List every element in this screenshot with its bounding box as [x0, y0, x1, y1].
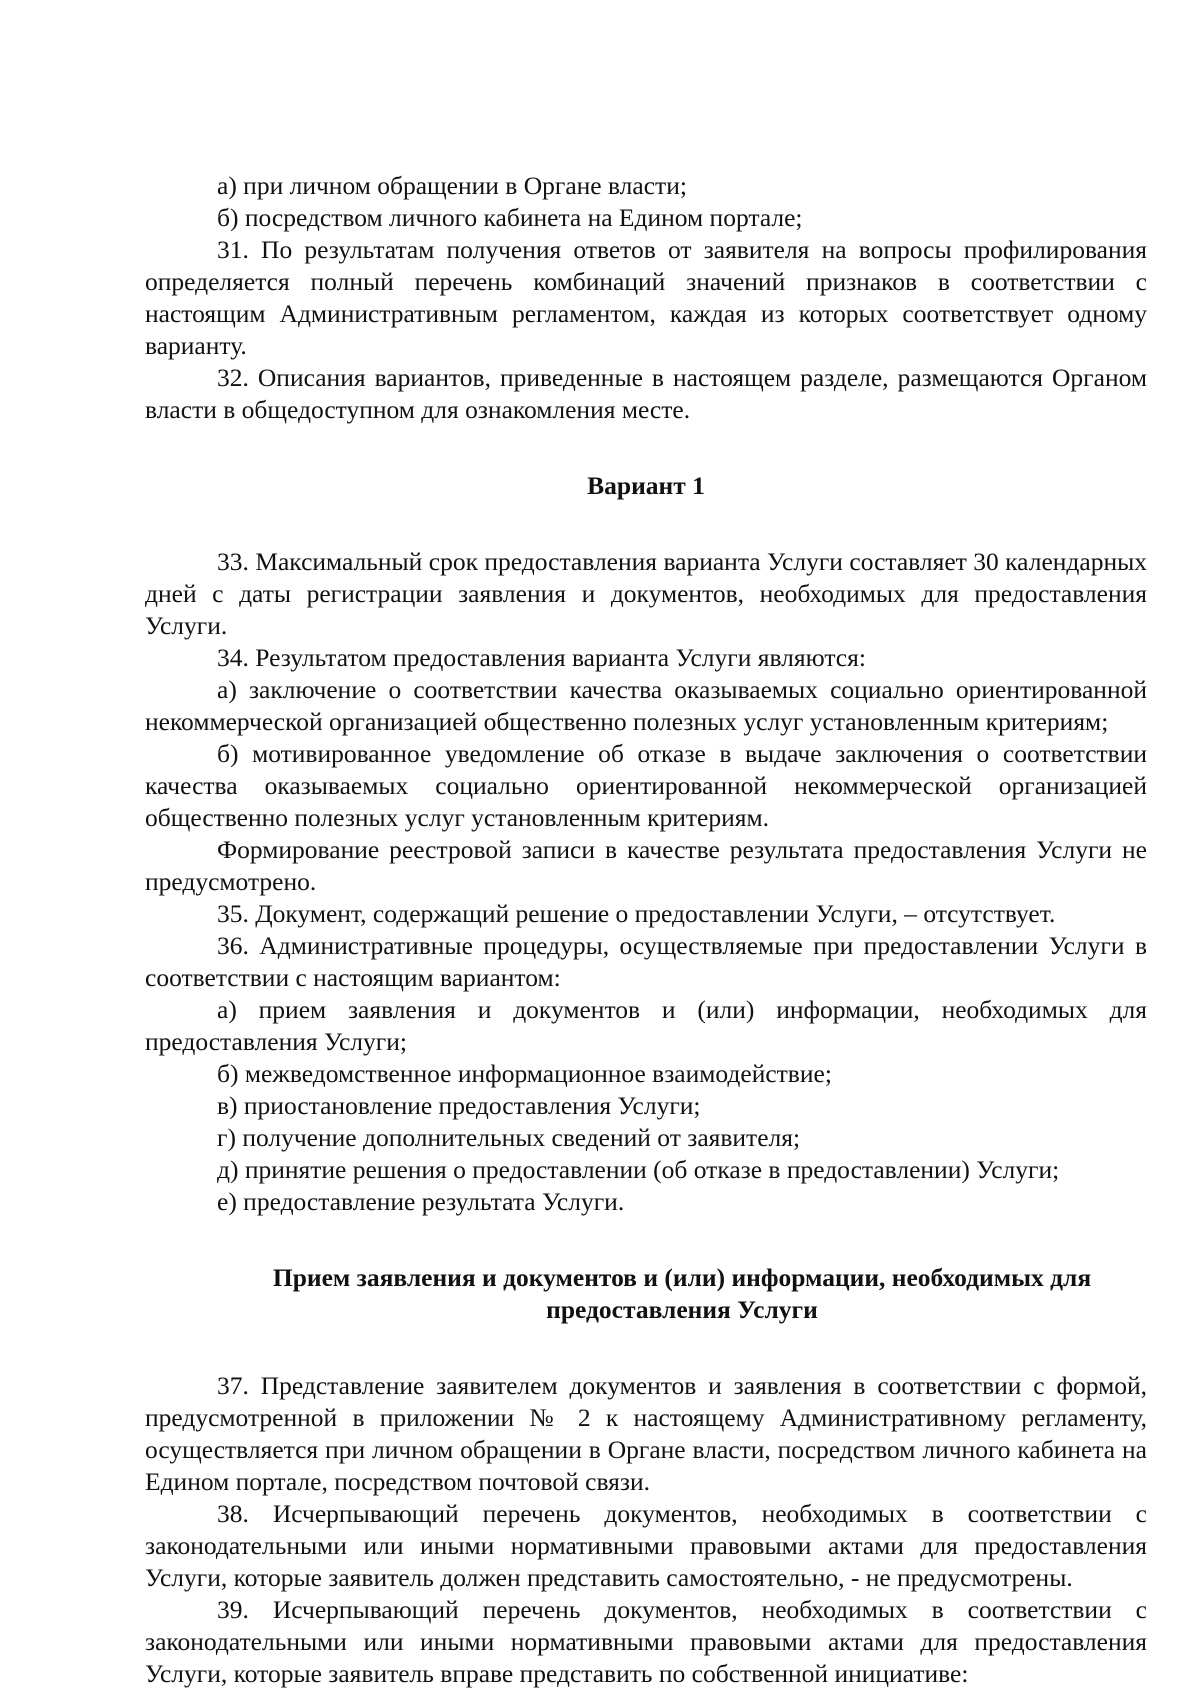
paragraph-35: 35. Документ, содержащий решение о предоставлении Услуги, – отсутствует. — [217, 899, 1056, 928]
paragraph-32: 32. Описания вариантов, приведенные в настоящем разделе, размещаются Органом власти в общедоступном для ознакомления месте. — [145, 363, 1147, 424]
paragraph-36-item-v: в) приостановление предоставления Услуги; — [217, 1091, 701, 1120]
paragraph-34-item-b: б) мотивированное уведомление об отказе в выдаче заключения о соответствии качества оказываемых социально ориентированной некоммерческой организацией общественно полезных услуг установленным критериям. — [145, 739, 1147, 832]
paragraph-36-item-g: г) получение дополнительных сведений от заявителя; — [217, 1123, 801, 1152]
paragraph-33: 33. Максимальный срок предоставления варианта Услуги составляет 30 календарных дней с даты регистрации заявления и документов, необходимых для предоставления Услуги. — [145, 547, 1147, 640]
paragraph-34: 34. Результатом предоставления варианта Услуги являются: — [217, 643, 866, 672]
paragraph-39: 39. Исчерпывающий перечень документов, необходимых в соответствии с законодательными или иными нормативными правовыми актами для предоставления Услуги, которые заявитель вправе представить по собственной инициативе: — [145, 1595, 1147, 1688]
paragraph-34-item-a: а) заключение о соответствии качества оказываемых социально ориентированной некоммерческой организацией общественно полезных услуг установленным критериям; — [145, 675, 1147, 736]
document-page — [145, 170, 1147, 1690]
paragraph-36-item-b: б) межведомственное информационное взаимодействие; — [217, 1059, 832, 1088]
paragraph-item-a-personal: а) при личном обращении в Органе власти; — [217, 171, 687, 200]
paragraph-36: 36. Административные процедуры, осуществляемые при предоставлении Услуги в соответствии с настоящим вариантом: — [145, 931, 1147, 992]
paragraph-36-item-e: е) предоставление результата Услуги. — [217, 1187, 625, 1216]
paragraph-36-item-a: а) прием заявления и документов и (или) информации, необходимых для предоставления Услуги; — [145, 995, 1147, 1056]
paragraph-37: 37. Представление заявителем документов и заявления в соответствии с формой, предусмотренной в приложении № 2 к настоящему Административному регламенту, осуществляется при личном обращении в Органе власти, посредством личного кабинета на Едином портале, посредством почтовой связи. — [145, 1371, 1147, 1496]
paragraph-registry-record: Формирование реестровой записи в качестве результата предоставления Услуги не предусмотрено. — [145, 835, 1147, 896]
section-heading-application-intake: Прием заявления и документов и (или) информации, необходимых для предоставления Услуги — [272, 1263, 1092, 1324]
section-heading-variant-1: Вариант 1 — [587, 471, 705, 500]
paragraph-item-b-cabinet: б) посредством личного кабинета на Едином портале; — [217, 203, 803, 232]
paragraph-38: 38. Исчерпывающий перечень документов, необходимых в соответствии с законодательными или иными нормативными правовыми актами для предоставления Услуги, которые заявитель должен представить самостоятельно, - не предусмотрены. — [145, 1499, 1147, 1592]
paragraph-31: 31. По результатам получения ответов от заявителя на вопросы профилирования определяется полный перечень комбинаций значений признаков в соответствии с настоящим Административным регламентом, каждая из которых соответствует одному варианту. — [145, 235, 1147, 360]
paragraph-36-item-d: д) принятие решения о предоставлении (об отказе в предоставлении) Услуги; — [217, 1155, 1060, 1184]
